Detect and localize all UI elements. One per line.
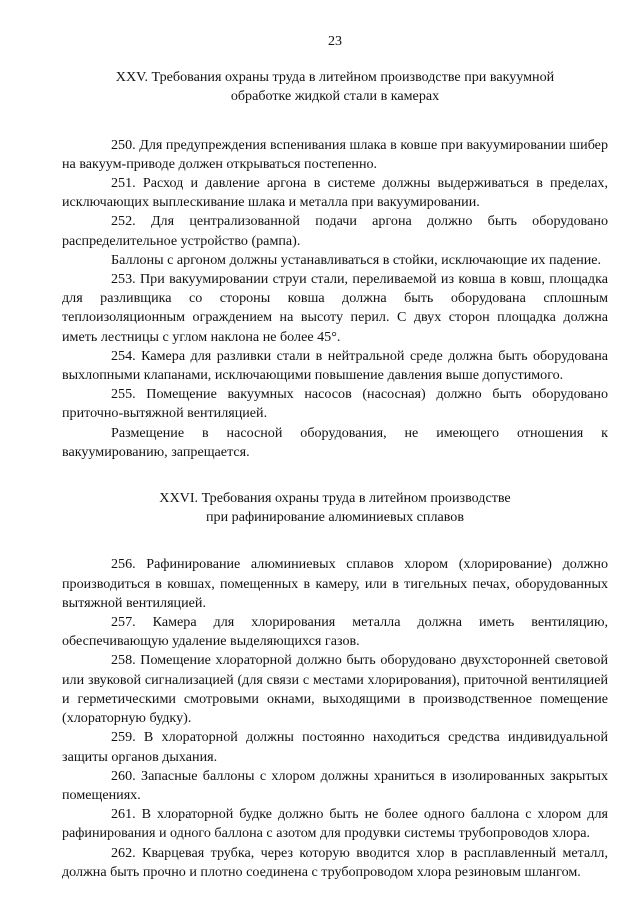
section-26-body (62, 555, 608, 881)
paragraph-251: 251. Расход и давление аргона в системе должны выдерживаться в пределах, исключающих выплескивание шлака и металла при вакуумировании. (62, 175, 608, 211)
paragraph-260: 260. Запасные баллоны с хлором должны храниться в изолированных закрытых помещениях. (62, 767, 608, 803)
section-title-line: при рафинирование алюминиевых сплавов (206, 509, 464, 526)
paragraph-254: 254. Камера для разливки стали в нейтральной среде должна быть оборудована выхлопными клапанами, исключающими повышение давления выше допустимого. (62, 347, 608, 384)
paragraph-261: 261. В хлораторной будке должно быть не более одного баллона с хлором для рафинирования и одного баллона с азотом для продувки системы трубопроводов хлора. (62, 806, 608, 842)
paragraph-255: 255. Помещение вакуумных насосов (насосная) должно быть оборудовано приточно-вытяжной вентиляцией. (62, 386, 608, 422)
paragraph-255-placement: Размещение в насосной оборудования, не имеющего отношения к вакуумированию, запрещается. (62, 424, 608, 460)
section-26-title (62, 489, 608, 527)
section-title-line: XXV. Требования охраны труда в литейном производстве при вакуумной (115, 69, 555, 86)
section-title-line: обработке жидкой стали в камерах (230, 88, 440, 105)
section-25-title (62, 68, 608, 106)
paragraph-252-cylinders: Баллоны с аргоном должны устанавливаться в стойки, исключающие их падение. (111, 251, 602, 268)
paragraph-258: 258. Помещение хлораторной должно быть оборудовано двухсторонней световой или звуковой сигнализацией (для связи с местами хлорирования), приточной вентиляцией и герметическими смотровыми окнами, выходящими в производственное помещение (хлораторную будку). (62, 652, 608, 727)
paragraph-252: 252. Для централизованной подачи аргона должно быть оборудовано распределительное устройство (рампа). (62, 213, 608, 249)
paragraph-262: 262. Кварцевая трубка, через которую вводится хлор в расплавленный металл, должна быть прочно и плотно соединена с трубопроводом хлора резиновым шлангом. (62, 844, 608, 880)
paragraph-259: 259. В хлораторной должны постоянно находиться средства индивидуальной защиты органов дыхания. (62, 729, 608, 765)
page-number: 23 (327, 33, 343, 49)
paragraph-250: 250. Для предупреждения вспенивания шлака в ковше при вакуумировании шибер на вакуум-приводе должен открываться постепенно. (62, 136, 608, 172)
paragraph-256: 256. Рафинирование алюминиевых сплавов хлором (хлорирование) должно производиться в ковшах, помещенных в камеру, или в тигельных печах, оборудованных вытяжной вентиляцией. (62, 556, 608, 611)
paragraph-257: 257. Камера для хлорирования металла должна иметь вентиляцию, обеспечивающую удаление выделяющихся газов. (62, 614, 608, 650)
paragraph-253: 253. При вакуумировании струи стали, переливаемой из ковша в ковш, площадка для разливщика со стороны ковша должна быть оборудована сплошным теплоизоляционным ограждением на высоту перил. С двух сторон площадка должна иметь лестницы с углом наклона не более 45°. (62, 271, 608, 345)
section-25-body (62, 136, 608, 462)
section-title-line: XXVI. Требования охраны труда в литейном производстве (159, 490, 511, 507)
